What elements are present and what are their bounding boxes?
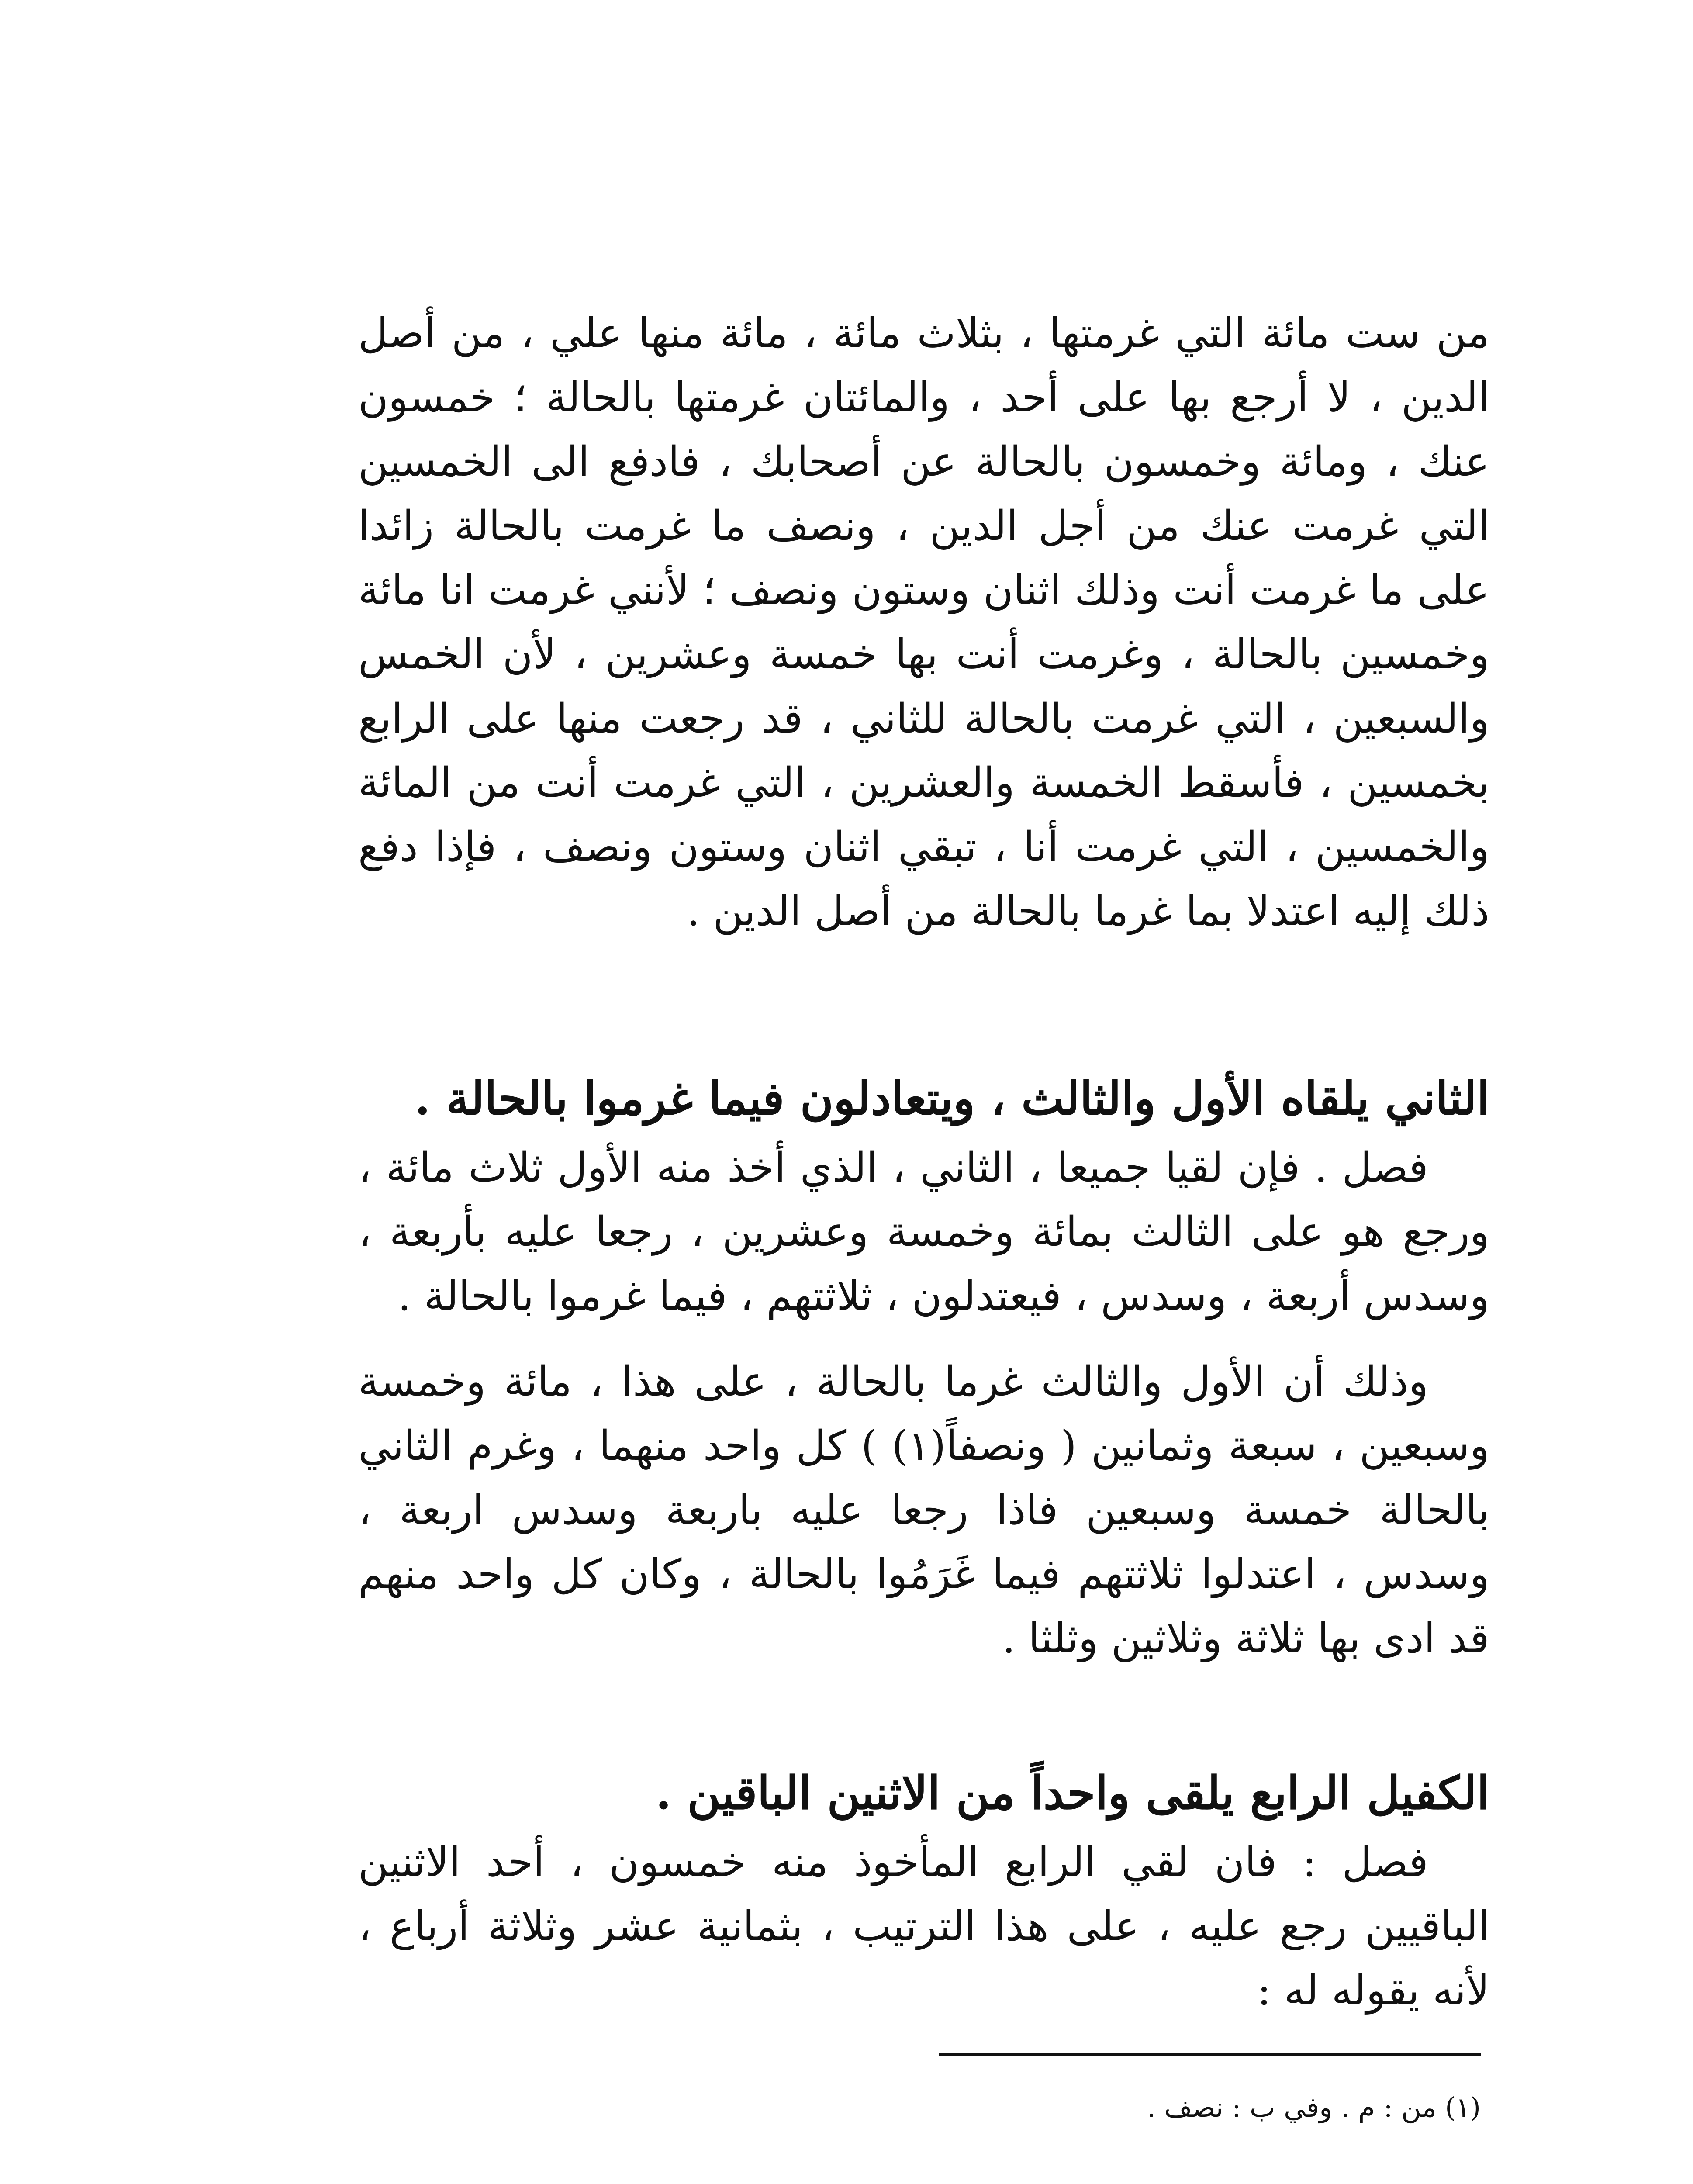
body-text-middle-2 [358,1350,1489,1671]
section-heading-2: الكفيل الرابع يلقى واحداً من الاثنين الباقين . [655,1766,1489,1820]
footnote-divider [939,2053,1481,2056]
body-text-middle [358,1136,1489,1328]
paragraph-3: وذلك أن الأول والثالث غرما بالحالة ، على هذا ، مائة وخمسة وسبعين ، سبعة وثمانين ( ونصفاً(١) ) كل واحد منهما ، وغرم الثاني بالحالة خمسة وسبعين فاذا رجعا عليه باربعة وسدس اربعة ، وسدس ، اعتدلوا ثلاثتهم فيما غَرَمُوا بالحالة ، وكان كل واحد منهم قد ادى بها ثلاثة وثلاثين وثلثا . [358,1358,1489,1662]
paragraph-4: فصل : فان لقي الرابع المأخوذ منه خمسون ، أحد الاثنين الباقيين رجع عليه ، على هذا الترتيب ، بثمانية عشر وثلاثة أرباع ، لأنه يقوله له : [358,1838,1489,2015]
section-heading-1: الثاني يلقاه الأول والثالث ، ويتعادلون فيما غرموا بالحالة . [415,1071,1489,1125]
paragraph-2: فصل . فإن لقيا جميعا ، الثاني ، الذي أخذ منه الأول ثلاث مائة ، ورجع هو على الثالث بمائة وخمسة وعشرين ، رجعا عليه بأربعة ، وسدس أربعة ، وسدس ، فيعتدلون ، ثلاثتهم ، فيما غرموا بالحالة . [358,1144,1489,1320]
section-heading-1-wrap [358,1066,1489,1131]
section-heading-2-wrap [358,1760,1489,1826]
body-text-bottom [358,1830,1489,2023]
body-text-top [358,301,1489,943]
paragraph-1: من ست مائة التي غرمتها ، بثلاث مائة ، مائة منها علي ، من أصل الدين ، لا أرجع بها على أحد ، والمائتان غرمتها بالحالة ؛ خمسون عنك ، ومائة وخمسون بالحالة عن أصحابك ، فادفع الى الخمسين التي غرمت عنك من أجل الدين ، ونصف ما غرمت بالحالة زائدا على ما غرمت أنت وذلك اثنان وستون ونصف ؛ لأنني غرمت انا مائة وخمسين بالحالة ، وغرمت أنت بها خمسة وعشرين ، لأن الخمس والسبعين ، التي غرمت بالحالة للثاني ، قد رجعت منها على الرابع بخمسين ، فأسقط الخمسة والعشرين ، التي غرمت أنت من المائة والخمسين ، التي غرمت أنا ، تبقي اثنان وستون ونصف ، فإذا دفع ذلك إليه اعتدلا بما غرما بالحالة من أصل الدين . [358,310,1489,935]
footnote: (١) من : م . وفي ب : نصف . [1147,2091,1481,2123]
